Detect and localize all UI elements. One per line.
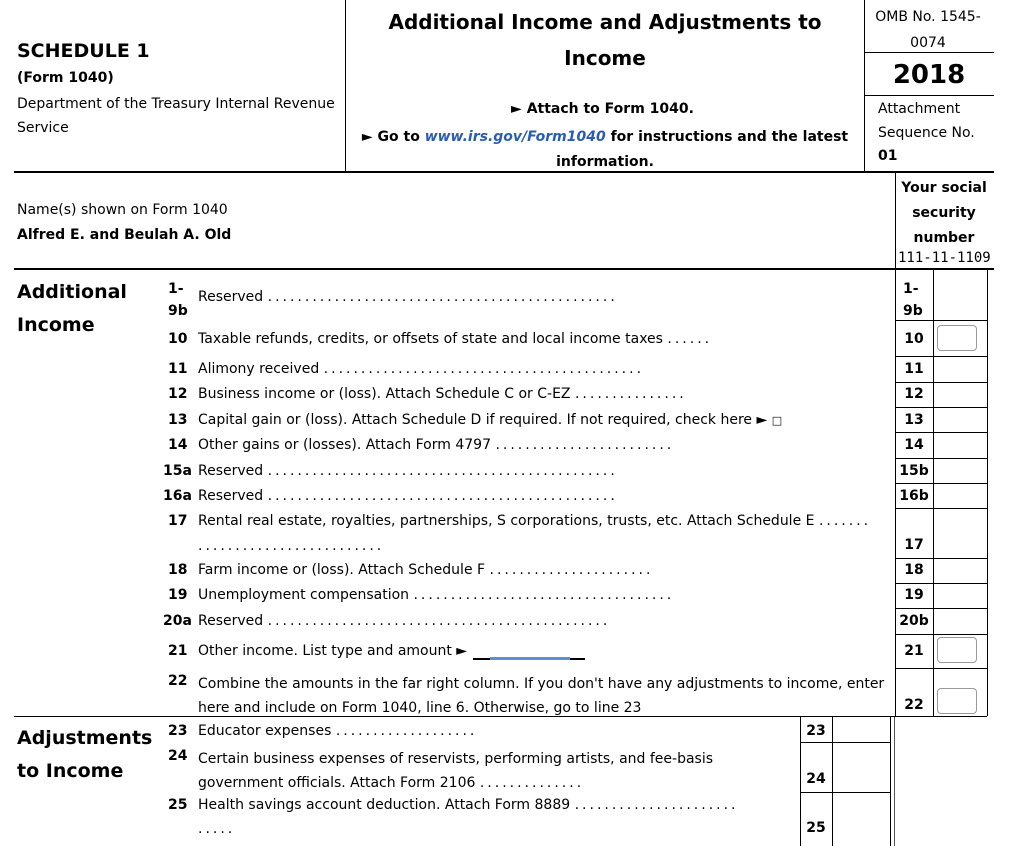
row-div bbox=[895, 356, 987, 357]
row-div bbox=[895, 668, 987, 669]
line-14: Other gains or (losses). Attach Form 4797 ........................ bbox=[198, 437, 675, 453]
attachment-sequence: Attachment Sequence No. bbox=[878, 101, 975, 141]
row-div bbox=[800, 742, 890, 743]
line-17-dots: ......................... bbox=[198, 538, 385, 554]
ref-18: 18 bbox=[904, 562, 924, 578]
line-13: Capital gain or (loss). Attach Schedule D if required. If not required, check here ► □ bbox=[198, 412, 783, 428]
header-bottom-rule bbox=[14, 171, 994, 173]
line-number: 15a bbox=[163, 463, 192, 479]
taxpayer-name: Alfred E. and Beulah A. Old bbox=[17, 227, 232, 243]
line-19: Unemployment compensation ................................... bbox=[198, 587, 675, 603]
line-number: 24 bbox=[168, 748, 188, 764]
adj-col-right bbox=[890, 716, 891, 846]
refcol-mid bbox=[933, 270, 934, 716]
line-12: Business income or (loss). Attach Schedule C or C-EZ ............... bbox=[198, 386, 687, 402]
row-div bbox=[895, 432, 987, 433]
tax-year: 2018 bbox=[892, 60, 966, 90]
line-number: 19 bbox=[168, 587, 188, 603]
line-number: 14 bbox=[168, 437, 188, 453]
line-18: Farm income or (loss). Attach Schedule F ...................... bbox=[198, 562, 654, 578]
line-number: 17 bbox=[168, 513, 188, 529]
line-number: 11 bbox=[168, 361, 188, 377]
line-number: 21 bbox=[168, 643, 188, 659]
line-22: Combine the amounts in the far right column. If you don't have any adjustments to income, enter here and include on Form 1040, line 6. Otherwise, go to line 23 bbox=[198, 676, 885, 716]
line-number: 20a bbox=[163, 613, 192, 629]
ref-23: 23 bbox=[806, 723, 826, 739]
row-div bbox=[895, 608, 987, 609]
department: Department of the Treasury Internal Revenue Service bbox=[17, 96, 335, 136]
line-10-input[interactable] bbox=[937, 325, 977, 351]
refcol-right bbox=[987, 270, 988, 716]
form-title: Additional Income and Adjustments to Income bbox=[388, 10, 822, 70]
sequence-number: 01 bbox=[878, 148, 898, 164]
row-div bbox=[895, 458, 987, 459]
row-div bbox=[895, 634, 987, 635]
line-number: 23 bbox=[168, 723, 188, 739]
row-div bbox=[800, 792, 890, 793]
name-label: Name(s) shown on Form 1040 bbox=[17, 202, 228, 218]
schedule-title: SCHEDULE 1 bbox=[17, 40, 150, 62]
field-focus-bar bbox=[490, 657, 570, 660]
ref-16b: 16b bbox=[899, 488, 929, 504]
ref-12: 12 bbox=[904, 386, 924, 402]
line-25-dots: ..... bbox=[198, 821, 236, 837]
ref-10: 10 bbox=[904, 331, 924, 347]
row-div bbox=[895, 483, 987, 484]
ref-17: 17 bbox=[904, 537, 924, 553]
line-number: 16a bbox=[163, 488, 192, 504]
ref-22: 22 bbox=[904, 697, 924, 713]
line-16a: Reserved ............................................... bbox=[198, 488, 618, 504]
line-20a: Reserved .............................................. bbox=[198, 613, 611, 629]
ref-20b: 20b bbox=[899, 613, 929, 629]
ref-21: 21 bbox=[904, 643, 924, 659]
omb-number: OMB No. 1545-0074 bbox=[875, 9, 981, 51]
line-number: 10 bbox=[168, 331, 188, 347]
income-section-label: Additional Income bbox=[17, 281, 127, 336]
adjustments-section-label: Adjustments to Income bbox=[17, 727, 153, 782]
irs-link[interactable]: www.irs.gov/Form1040 bbox=[424, 129, 606, 145]
refcol-left-lower bbox=[894, 716, 895, 846]
line-24: Certain business expenses of reservists, performing artists, and fee-basis government officials. Attach Form 2106 .............. bbox=[198, 751, 714, 791]
line-15a: Reserved ............................................... bbox=[198, 463, 618, 479]
ssn-label: Your social security number bbox=[901, 180, 987, 246]
row-div bbox=[895, 407, 987, 408]
line-23: Educator expenses ................... bbox=[198, 723, 478, 739]
line-number: 18 bbox=[168, 562, 188, 578]
ref-15b: 15b bbox=[899, 463, 929, 479]
line-number: 25 bbox=[168, 797, 188, 813]
line-number: 12 bbox=[168, 386, 188, 402]
row-div bbox=[895, 716, 987, 717]
income-top-rule bbox=[14, 268, 994, 270]
ref-1-9b: 1- 9b bbox=[903, 281, 923, 319]
row-div bbox=[895, 583, 987, 584]
ssn-divider bbox=[895, 172, 896, 268]
line-10: Taxable refunds, credits, or offsets of state and local income taxes ...... bbox=[198, 331, 713, 347]
line-25: Health savings account deduction. Attach Form 8889 ...................... bbox=[198, 797, 739, 813]
attach-instruction: ► Attach to Form 1040. bbox=[511, 101, 694, 117]
row-div bbox=[895, 558, 987, 559]
line-number: 13 bbox=[168, 412, 188, 428]
form-ref: (Form 1040) bbox=[17, 70, 114, 86]
line-21-input[interactable] bbox=[937, 637, 977, 663]
line-number: 22 bbox=[168, 673, 188, 689]
ref-13: 13 bbox=[904, 412, 924, 428]
line-13-checkbox[interactable]: □ bbox=[771, 414, 783, 427]
ref-14: 14 bbox=[904, 437, 924, 453]
year-divider bbox=[864, 95, 994, 96]
ref-25: 25 bbox=[806, 820, 826, 836]
line-number: 1- 9b bbox=[168, 281, 188, 319]
line-22-input[interactable] bbox=[937, 688, 977, 714]
ssn-value[interactable]: 111-11-1109 bbox=[898, 250, 991, 266]
line-11: Alimony received ........................................... bbox=[198, 361, 645, 377]
ref-11: 11 bbox=[904, 361, 924, 377]
line-1-9b: Reserved ............................................... bbox=[198, 289, 618, 305]
header-divider-left bbox=[345, 0, 346, 172]
row-div bbox=[895, 382, 987, 383]
ref-24: 24 bbox=[806, 771, 826, 787]
line-17: Rental real estate, royalties, partnerships, S corporations, trusts, etc. Attach Schedule E ....... bbox=[198, 513, 872, 529]
header-divider-right bbox=[864, 0, 865, 172]
line-21: Other income. List type and amount ► bbox=[198, 643, 468, 659]
omb-divider bbox=[864, 52, 994, 53]
goto-instruction: ► Go to www.irs.gov/Form1040 for instructions and the latest information. bbox=[361, 129, 849, 170]
refcol-left bbox=[895, 270, 896, 716]
row-div bbox=[895, 508, 987, 509]
ref-19: 19 bbox=[904, 587, 924, 603]
